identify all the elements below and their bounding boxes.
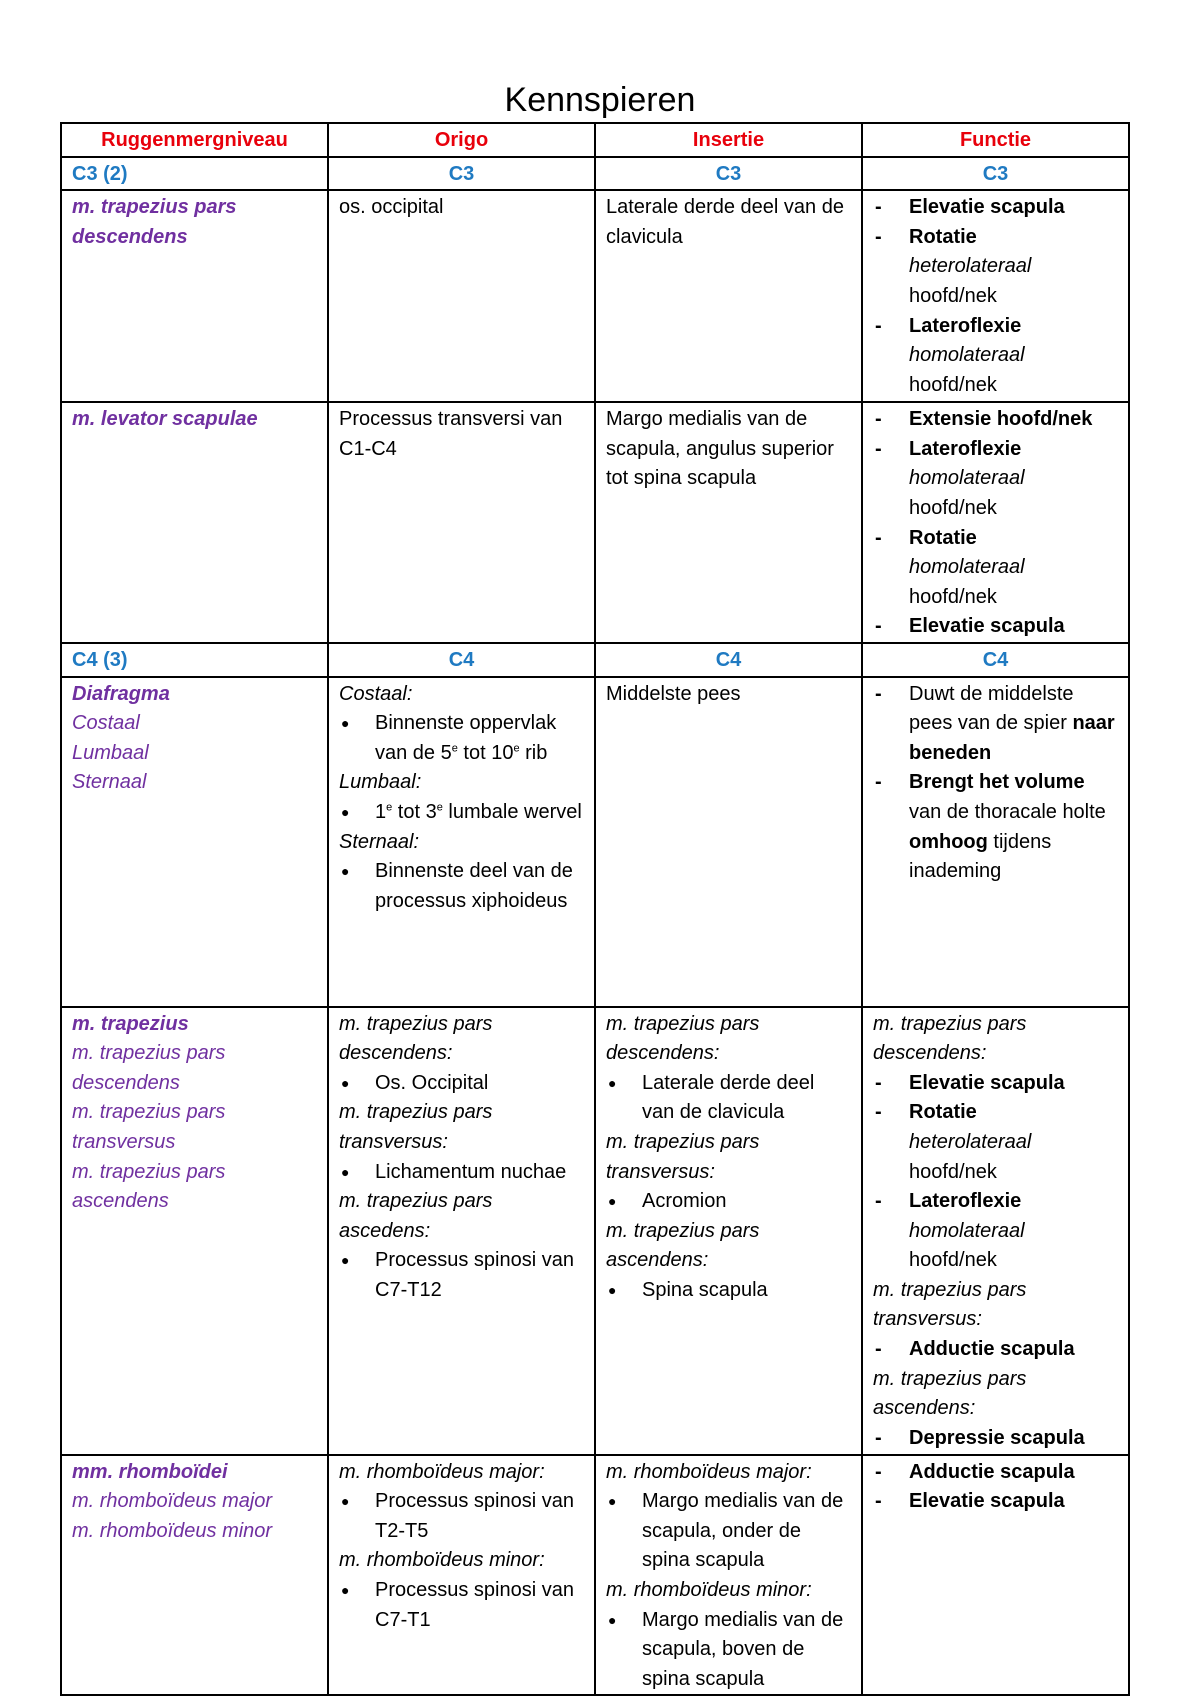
muscle-part: Costaal (72, 712, 140, 735)
functie-cell (862, 190, 1129, 402)
function-list (873, 680, 1118, 887)
origo-list (339, 1158, 584, 1188)
section-heading: m. rhomboïdeus minor: (606, 1578, 812, 1601)
function-list (873, 1458, 1118, 1517)
origo-list (339, 1069, 584, 1099)
section-heading: m. trapezius pars transversus: (606, 1130, 760, 1183)
muscle-cell (61, 677, 328, 1007)
list-item: - Rotatie heterolateraal hoofd/nek (873, 1098, 1118, 1187)
insertie-cell (595, 1007, 862, 1455)
table-row (61, 402, 1129, 643)
origo-cell: os. occipital (328, 190, 595, 402)
page-title: Kennspieren (504, 81, 696, 119)
list-item: - Elevatie scapula (873, 1487, 1118, 1517)
list-item: ● Processus spinosi van C7-T1 (339, 1576, 584, 1635)
list-item: ● Acromion (606, 1187, 851, 1217)
muscle-cell (61, 1007, 328, 1455)
muscle-part: m. trapezius pars descendens (72, 1042, 226, 1094)
origo-list (339, 1246, 584, 1305)
insertie-list (606, 1069, 851, 1128)
section-heading: m. trapezius pars ascendens: (606, 1219, 760, 1272)
functie-cell (862, 677, 1129, 1007)
level-cell: C3 (595, 157, 862, 191)
muscle-cell (61, 190, 328, 402)
functie-cell (862, 1007, 1129, 1455)
list-item: ● 1e tot 3e lumbale wervel (339, 798, 584, 828)
level-row-c4 (61, 643, 1129, 677)
list-item: - Elevatie scapula (873, 612, 1118, 642)
origo-cell (328, 677, 595, 1007)
table-row (61, 190, 1129, 402)
section-heading: m. trapezius pars ascendens: (873, 1367, 1027, 1420)
level-cell: C3 (328, 157, 595, 191)
insertie-list (606, 1187, 851, 1217)
list-item: ● Processus spinosi van T2-T5 (339, 1487, 584, 1546)
list-item: - Brengt het volume van de thoracale holte omhoog tijdens inademing (873, 768, 1118, 886)
section-heading: Lumbaal: (339, 771, 422, 794)
list-item: ● Laterale derde deel van de clavicula (606, 1069, 851, 1128)
muscle-part: m. trapezius pars ascendens (72, 1160, 226, 1213)
list-item: - Lateroflexie homolateraal hoofd/nek (873, 435, 1118, 524)
section-heading: m. rhomboïdeus major: (606, 1460, 812, 1483)
insertie-list (606, 1487, 851, 1576)
muscle-name: m. levator scapulae (72, 408, 258, 431)
list-item: ● Binnenste oppervlak van de 5e tot 10e rib (339, 709, 584, 768)
muscle-name: m. trapezius (72, 1012, 189, 1035)
list-item: ● Os. Occipital (339, 1069, 584, 1099)
header-cell-origo: Origo (328, 123, 595, 157)
muscle-part: Lumbaal (72, 741, 149, 764)
function-list (873, 1335, 1118, 1365)
muscle-cell (61, 1455, 328, 1696)
list-item: ● Processus spinosi van C7-T12 (339, 1246, 584, 1305)
level-row-c3 (61, 157, 1129, 191)
list-item: ● Binnenste deel van de processus xiphoideus (339, 857, 584, 916)
origo-list (339, 1576, 584, 1635)
level-cell: C4 (328, 643, 595, 677)
functie-cell (862, 402, 1129, 643)
function-list (873, 1424, 1118, 1454)
header-cell-ruggenmergniveau: Ruggenmergniveau (61, 123, 328, 157)
list-item: ● Margo medialis van de scapula, boven de spina scapula (606, 1606, 851, 1695)
muscle-name: m. trapezius pars descendens (72, 196, 237, 248)
list-item: - Adductie scapula (873, 1335, 1118, 1365)
list-item: ● Margo medialis van de scapula, onder de spina scapula (606, 1487, 851, 1576)
section-heading: m. trapezius pars ascedens: (339, 1190, 493, 1242)
origo-list (339, 1487, 584, 1546)
muscle-table (60, 122, 1130, 1696)
header-row (61, 123, 1129, 157)
function-list (873, 1069, 1118, 1276)
list-item: - Elevatie scapula (873, 193, 1118, 223)
list-item: ● Lichamentum nuchae (339, 1158, 584, 1188)
level-cell: C3 (862, 157, 1129, 191)
section-heading: m. trapezius pars transversus: (339, 1101, 493, 1153)
table-row (61, 1455, 1129, 1696)
list-item: - Adductie scapula (873, 1458, 1118, 1488)
section-heading: m. trapezius pars descendens: (873, 1012, 1027, 1065)
table-row (61, 677, 1129, 1007)
level-cell: C4 (3) (61, 643, 328, 677)
list-item: - Elevatie scapula (873, 1069, 1118, 1099)
list-item: - Lateroflexie homolateraal hoofd/nek (873, 1187, 1118, 1276)
insertie-cell: Margo medialis van de scapula, angulus superior tot spina scapula (595, 402, 862, 643)
list-item: - Depressie scapula (873, 1424, 1118, 1454)
muscle-cell (61, 402, 328, 643)
muscle-part: m. rhomboïdeus minor (72, 1519, 273, 1542)
section-heading: m. trapezius pars descendens: (606, 1012, 760, 1065)
origo-list (339, 709, 584, 768)
list-item: - Rotatie heterolateraal hoofd/nek (873, 223, 1118, 312)
function-list (873, 193, 1118, 400)
list-item: - Extensie hoofd/nek (873, 405, 1118, 435)
level-cell: C4 (862, 643, 1129, 677)
list-item: - Lateroflexie homolateraal hoofd/nek (873, 312, 1118, 401)
insertie-cell: Laterale derde deel van de clavicula (595, 190, 862, 402)
table-row (61, 1007, 1129, 1455)
functie-cell (862, 1455, 1129, 1696)
level-cell: C3 (2) (61, 157, 328, 191)
section-heading: Costaal: (339, 682, 413, 705)
muscle-name: Diafragma (72, 682, 170, 705)
function-list (873, 405, 1118, 642)
list-item: - Duwt de middelste pees van de spier naar beneden (873, 680, 1118, 769)
list-item: - Rotatie homolateraal hoofd/nek (873, 524, 1118, 613)
insertie-cell: Middelste pees (595, 677, 862, 1007)
section-heading: m. trapezius pars descendens: (339, 1012, 493, 1065)
origo-cell: Processus transversi van C1-C4 (328, 402, 595, 643)
section-heading: m. trapezius pars transversus: (873, 1278, 1027, 1331)
section-heading: m. rhomboïdeus minor: (339, 1549, 545, 1572)
insertie-list (606, 1276, 851, 1306)
level-cell: C4 (595, 643, 862, 677)
list-item: ● Spina scapula (606, 1276, 851, 1306)
muscle-name: mm. rhomboïdei (72, 1460, 228, 1483)
origo-list (339, 798, 584, 828)
muscle-part: m. rhomboïdeus major (72, 1490, 273, 1513)
section-heading: Sternaal: (339, 830, 420, 853)
origo-list (339, 857, 584, 916)
insertie-cell (595, 1455, 862, 1696)
section-heading: m. rhomboïdeus major: (339, 1460, 545, 1483)
header-cell-functie: Functie (862, 123, 1129, 157)
origo-cell (328, 1007, 595, 1455)
muscle-part: Sternaal (72, 771, 147, 794)
muscle-part: m. trapezius pars transversus (72, 1101, 226, 1153)
header-cell-insertie: Insertie (595, 123, 862, 157)
origo-cell (328, 1455, 595, 1696)
insertie-list (606, 1606, 851, 1695)
